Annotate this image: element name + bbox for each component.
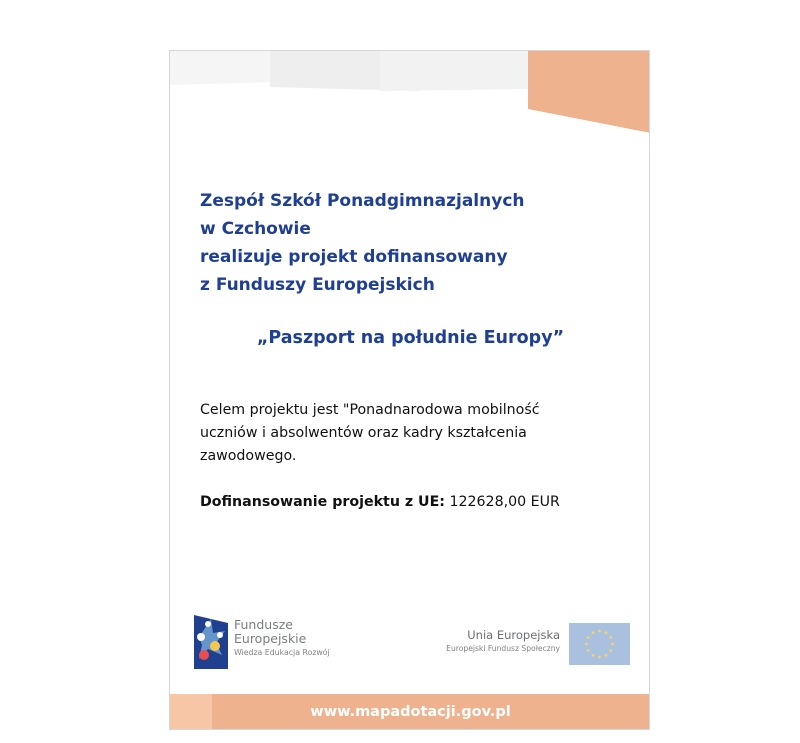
project-name: „Paszport na południe Europy” bbox=[256, 328, 565, 348]
headline-line: realizuje projekt dofinansowany bbox=[200, 247, 508, 267]
description-line: Celem projektu jest "Ponadnarodowa mobilność bbox=[200, 402, 540, 418]
ue-logo-subline: Europejski Fundusz Społeczny bbox=[446, 644, 560, 653]
fe-logo-line: Europejskie bbox=[234, 631, 307, 646]
fundusze-europejskie-star-logo-icon bbox=[194, 615, 228, 669]
headline-line: Zespół Szkół Ponadgimnazjalnych bbox=[200, 191, 525, 211]
headline-line: z Funduszy Europejskich bbox=[200, 275, 435, 295]
ue-logo-line: Unia Europejska bbox=[467, 628, 560, 642]
fe-logo-text bbox=[234, 618, 330, 660]
project-description bbox=[200, 399, 630, 468]
fe-logo-line: Fundusze bbox=[234, 617, 293, 632]
funding-info bbox=[200, 491, 630, 514]
description-line: zawodowego. bbox=[200, 448, 297, 464]
footer-url: www.mapadotacji.gov.pl bbox=[310, 704, 511, 720]
funding-value: 122628,00 EUR bbox=[449, 494, 560, 510]
fundusze-europejskie-logo bbox=[194, 615, 354, 671]
headline bbox=[200, 187, 620, 299]
ue-logo-text bbox=[446, 627, 560, 655]
headline-line: w Czchowie bbox=[200, 219, 311, 239]
footer-band bbox=[170, 694, 650, 730]
unia-europejska-logo bbox=[420, 623, 630, 667]
top-decoration bbox=[170, 51, 650, 141]
fe-logo-tagline: Wiedza Edukacja Rozwój bbox=[234, 648, 330, 657]
poster bbox=[169, 50, 650, 730]
eu-flag-icon bbox=[569, 623, 630, 665]
funding-label: Dofinansowanie projektu z UE: bbox=[200, 494, 445, 510]
description-line: uczniów i absolwentów oraz kadry kształcenia bbox=[200, 425, 527, 441]
